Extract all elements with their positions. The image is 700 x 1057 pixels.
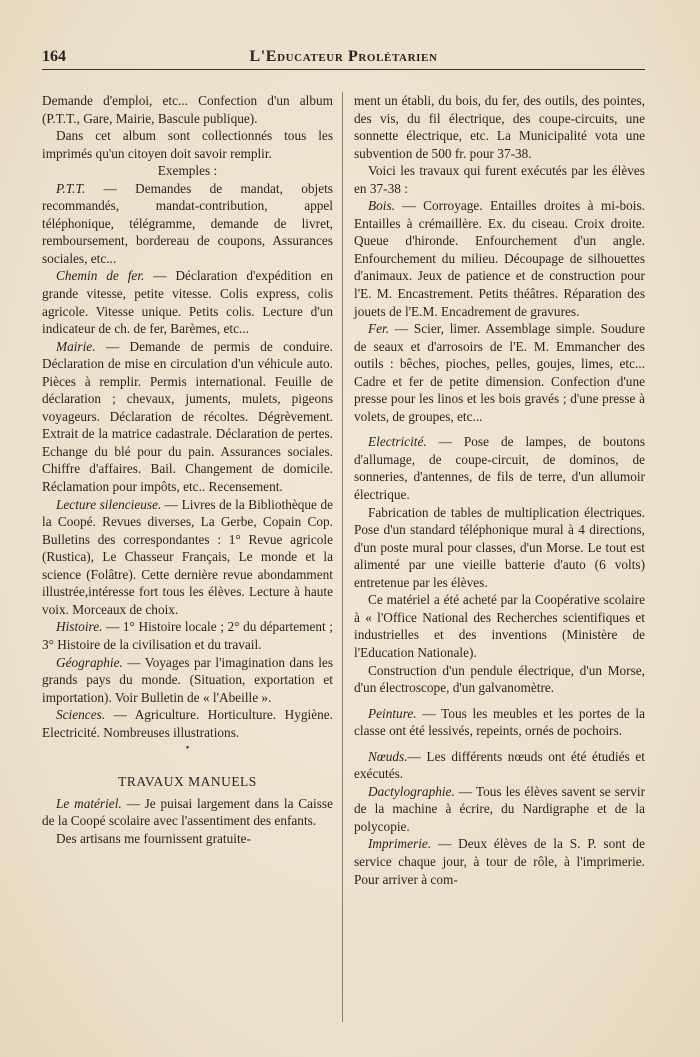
paragraph xyxy=(354,591,645,661)
paragraph-text: Voici les travaux qui furent exécutés par les élèves en 37-38 : xyxy=(354,163,645,196)
paragraph-text: — Je puisai largement dans la Caisse de la Coopé scolaire avec l'assentiment des enfants. xyxy=(42,795,333,829)
paragraph-text: — Tous les meubles et les portes de la classe ont été lessivés, repeints, ornés de pochoirs. xyxy=(354,705,645,739)
paragraph-lead: Electricité. xyxy=(368,434,427,450)
paragraph-text: — Scier, limer. Assemblage simple. Soudure de seaux et d'arrosoirs de l'E. M. Emmancher des outils : bêches, pioches, pelles, goujes, limes, etc... Cadre et fer de petite dimension. Confection d'une presse pour les linos et les bois gravés ; d'une presse à volets, de groupes, etc... xyxy=(354,321,645,424)
page-number: 164 xyxy=(42,48,66,65)
paragraph xyxy=(42,92,333,127)
paragraph xyxy=(354,835,645,888)
paragraph-text: — 1° Histoire locale ; 2° du département ; 3° Histoire de la civilisation et du travail. xyxy=(42,619,333,652)
paragraph xyxy=(42,654,333,707)
paragraph-lead: Sciences. xyxy=(56,707,106,723)
paragraph-text: — Pose de lampes, de boutons d'allumage, de coupe-circuit, de dominos, de sonneries, d'antennes, de fils de terre, d'un allumoir électrique. xyxy=(354,434,645,503)
paragraph xyxy=(42,496,333,619)
paragraph-text: — Livres de la Bibliothèque de la Coopé. Revues diverses, La Gerbe, Copain Cop. Bulletins des correspondantes : 1° Revue agricole (Rustica), Le Chasseur Français, Le monde et la science (Folâtre). Cette dernière revue abondamment illustrée,intéresse fort tous les élèves. Lecture à haute voix. Morceaux de choix. xyxy=(42,496,333,617)
left-column-paragraphs xyxy=(42,92,333,741)
paragraph-lead: Géographie. xyxy=(56,654,123,670)
paragraph-lead: Mairie. xyxy=(56,338,96,354)
paragraph xyxy=(354,433,645,503)
paragraph-text: Des artisans me fournissent gratuite- xyxy=(56,830,251,846)
running-title: L'Educateur Prolétarien xyxy=(249,48,438,65)
header-rule xyxy=(42,69,645,70)
paragraph-lead: Chemin de fer. xyxy=(56,268,145,284)
left-column xyxy=(42,92,333,1022)
ornament: • xyxy=(185,743,190,755)
paragraph xyxy=(42,795,333,830)
right-column xyxy=(354,92,645,1022)
left-column-paragraphs-after xyxy=(42,795,333,848)
paragraph-text: Exemples : xyxy=(157,163,218,179)
paragraph-text: — Demande de permis de conduire. Déclaration de mise en circulation d'un véhicule auto. Pièces à remplir. Permis international. Feuille de déclaration ; chevaux, juments, mulets, pigeons voyageurs. Déclaration de récoltes. Dégrèvement. Extrait de la matrice cadastrale. Déclaration de pertes. Echange du blé pour du pain. Assurances sociales. Chiffre d'affaires. Bail. Changement de domicile. Réclamation pour impôts, etc.. Recensement. xyxy=(42,338,333,495)
paragraph-text: — Les différents nœuds ont été étudiés et exécutés. xyxy=(354,748,645,782)
paragraph-text: Demande d'emploi, etc... Confection d'un album (P.T.T., Gare, Mairie, Bascule publique). xyxy=(42,93,333,126)
section-heading: TRAVAUX MANUELS xyxy=(118,774,257,790)
text-columns xyxy=(42,92,645,1022)
paragraph-text: Fabrication de tables de multiplication électriques. Pose d'un standard téléphonique mural à 4 directions, d'un poste mural pour classes, d'un Morse. Le tout est alimenté par une vieille batterie d'auto (6 volts) entretenue par les élèves. xyxy=(354,504,645,590)
paragraph-lead: P.T.T. xyxy=(56,180,86,196)
paragraph-text: ment un établi, du bois, du fer, des outils, des pointes, des vis, du fil électrique, des coupe-circuits, une sonnette électrique, etc. La Municipalité vota une subvention de 500 fr. pour 37-38. xyxy=(354,93,645,161)
column-divider xyxy=(342,92,343,1022)
paragraph xyxy=(42,162,333,180)
paragraph xyxy=(42,338,333,496)
paragraph-text: Construction d'un pendule électrique, d'un Morse, d'un électroscope, d'un galvanomètre. xyxy=(354,662,645,696)
paragraph-lead: Nœuds. xyxy=(368,748,408,764)
paragraph xyxy=(42,830,333,848)
paragraph xyxy=(354,197,645,320)
paragraph xyxy=(354,162,645,197)
paragraph-text: Dans cet album sont collectionnés tous les imprimés qu'un citoyen doit savoir remplir. xyxy=(42,128,333,161)
paragraph xyxy=(354,92,645,162)
paragraph xyxy=(42,706,333,741)
paragraph-lead: Peinture. xyxy=(368,705,417,721)
paragraph xyxy=(42,618,333,653)
paragraph-lead: Dactylographie. xyxy=(368,783,455,799)
page-header xyxy=(42,48,645,68)
paragraph-lead: Imprimerie. xyxy=(368,836,432,852)
paragraph xyxy=(354,705,645,740)
paragraph-text: Ce matériel a été acheté par la Coopérative scolaire à « l'Office National des Recherches scientifiques et industrielles et des inventions (Ministère de l'Education Nationale). xyxy=(354,592,645,660)
paragraph-text: — Voyages par l'imagination dans les grands pays du monde. (Situation, exportation et importation). Voir Bulletin de « l'Abeille ». xyxy=(42,654,333,705)
right-column-paragraphs xyxy=(354,92,645,888)
paragraph-lead: Histoire. xyxy=(56,619,103,635)
paragraph-lead: Le matériel. xyxy=(56,795,122,811)
paragraph xyxy=(42,180,333,268)
paragraph-text: — Corroyage. Entailles droites à mi-bois. Entailles à crémaillère. Ex. du ciseau. Croix droite. Queue d'hironde. Enfourchement d'un angle. Enfourchement du milieu. Découpage de silhouettes d'animaux. Jeux de patience et de construction pour l'E. M. Encastrement. Petits théâtres. Réparation des jouets de l'E.M. Encadrement de gravures. xyxy=(354,198,645,319)
paragraph-lead: Lecture silencieuse. xyxy=(56,496,162,512)
paragraph-lead: Fer. xyxy=(368,321,390,337)
paragraph-lead: Bois. xyxy=(368,198,395,214)
paragraph-text: — Demandes de mandat, objets recommandés, mandat-contribution, appel téléphonique, télégramme, demande de livret, remboursement, bordereau de coupons, Assurances sociales, etc... xyxy=(42,180,333,266)
paragraph-text: — Deux élèves de la S. P. sont de service chaque jour, à tour de rôle, à l'imprimerie. Pour arriver à com- xyxy=(354,836,645,887)
paragraph xyxy=(354,783,645,836)
paragraph xyxy=(354,320,645,425)
paragraph xyxy=(42,127,333,162)
paragraph-text: — Tous les élèves savent se servir de la machine à écrire, du Nardigraphe et de la polycopie. xyxy=(354,783,645,834)
paragraph-text: — Déclaration d'expédition en grande vitesse, petite vitesse. Colis express, colis agricole. Vitesse unique. Petits colis. Lecture d'un indicateur de ch. de fer, Barèmes, etc... xyxy=(42,268,333,337)
paragraph xyxy=(354,504,645,592)
paragraph xyxy=(42,267,333,337)
paragraph xyxy=(354,748,645,783)
paragraph-text: — Agriculture. Horticulture. Hygiène. Electricité. Nombreuses illustrations. xyxy=(42,707,333,740)
paragraph xyxy=(354,662,645,697)
